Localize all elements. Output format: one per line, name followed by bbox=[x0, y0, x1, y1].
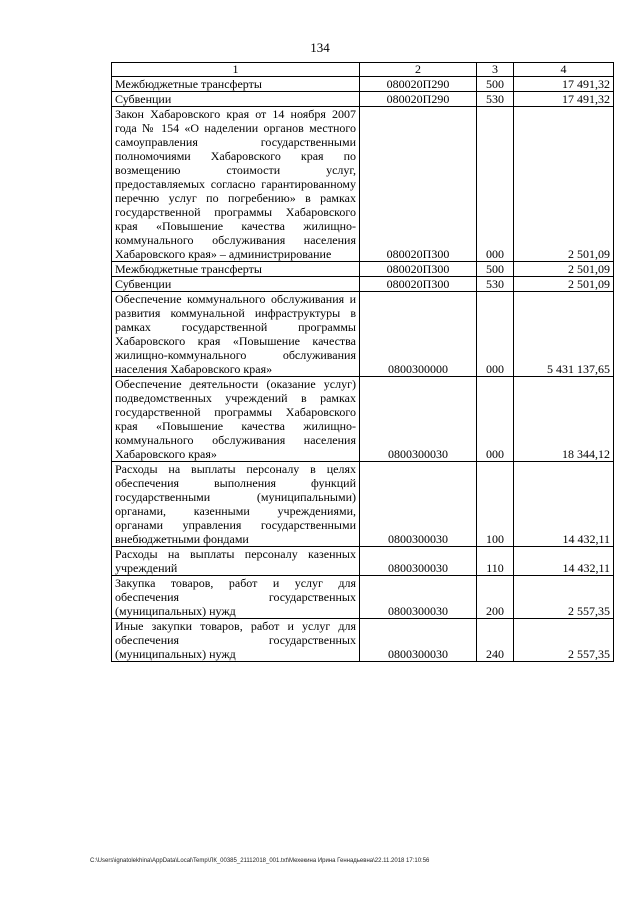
row-name: Субвенции bbox=[112, 92, 360, 107]
table-row bbox=[112, 277, 614, 292]
row-vr: 500 bbox=[477, 77, 514, 92]
table-row bbox=[112, 77, 614, 92]
row-vr: 100 bbox=[477, 462, 514, 547]
row-name: Закупка товаров, работ и услуг для обеспечения государственных (муниципальных) нужд bbox=[112, 576, 360, 619]
header-col-1: 1 bbox=[112, 63, 360, 77]
file-path-footer: C:\Users\ignatolekhina\AppData\Local\Temp\ЛК_00385_21112018_001.txt\Мехекина Ирина Геннадьевна\22.11.2018 17:10:56 bbox=[90, 858, 430, 864]
table-body bbox=[112, 77, 614, 662]
row-amount: 17 491,32 bbox=[514, 77, 614, 92]
row-amount: 2 557,35 bbox=[514, 576, 614, 619]
row-code: 0800300030 bbox=[360, 619, 477, 662]
table-row bbox=[112, 576, 614, 619]
row-code: 080020П290 bbox=[360, 77, 477, 92]
row-code: 080020П300 bbox=[360, 107, 477, 262]
row-code: 0800300000 bbox=[360, 292, 477, 377]
table-row bbox=[112, 292, 614, 377]
header-col-3: 3 bbox=[477, 63, 514, 77]
row-code: 080020П300 bbox=[360, 262, 477, 277]
table-row bbox=[112, 107, 614, 262]
row-amount: 2 501,09 bbox=[514, 107, 614, 262]
table-row bbox=[112, 619, 614, 662]
row-name: Межбюджетные трансферты bbox=[112, 262, 360, 277]
row-code: 080020П300 bbox=[360, 277, 477, 292]
row-vr: 000 bbox=[477, 292, 514, 377]
row-amount: 14 432,11 bbox=[514, 462, 614, 547]
row-vr: 500 bbox=[477, 262, 514, 277]
row-code: 0800300030 bbox=[360, 576, 477, 619]
header-col-4: 4 bbox=[514, 63, 614, 77]
row-amount: 2 557,35 bbox=[514, 619, 614, 662]
table-row bbox=[112, 462, 614, 547]
row-name: Обеспечение коммунального обслуживания и развития коммунальной инфраструктуры в рамках государственной программы Хабаровского края «Повышение качества жилищно-коммунального обслуживания населения Хабаровского края» bbox=[112, 292, 360, 377]
row-code: 0800300030 bbox=[360, 547, 477, 576]
row-amount: 18 344,12 bbox=[514, 377, 614, 462]
table-row bbox=[112, 262, 614, 277]
table-row bbox=[112, 377, 614, 462]
row-vr: 000 bbox=[477, 377, 514, 462]
row-vr: 530 bbox=[477, 277, 514, 292]
row-name: Обеспечение деятельности (оказание услуг) подведомственных учреждений в рамках государственной программы Хабаровского края «Повышение качества жилищно-коммунального обслуживания населения Хабаровского края» bbox=[112, 377, 360, 462]
page-number: 134 bbox=[310, 40, 330, 55]
row-amount: 14 432,11 bbox=[514, 547, 614, 576]
row-vr: 200 bbox=[477, 576, 514, 619]
header-row bbox=[112, 63, 614, 77]
row-name: Расходы на выплаты персоналу казенных учреждений bbox=[112, 547, 360, 576]
row-vr: 530 bbox=[477, 92, 514, 107]
row-amount: 2 501,09 bbox=[514, 277, 614, 292]
row-code: 0800300030 bbox=[360, 377, 477, 462]
row-amount: 2 501,09 bbox=[514, 262, 614, 277]
table-row bbox=[112, 547, 614, 576]
row-code: 080020П290 bbox=[360, 92, 477, 107]
row-amount: 5 431 137,65 bbox=[514, 292, 614, 377]
row-vr: 000 bbox=[477, 107, 514, 262]
table-row bbox=[112, 92, 614, 107]
row-name: Закон Хабаровского края от 14 ноября 2007 года № 154 «О наделении органов местного самоуправления государственными полномочиями Хабаровского края по возмещению стоимости услуг, предоставляемых согласно гарантированному перечню услуг по погребению» в рамках государственной программы Хабаровского края «Повышение качества жилищно-коммунального обслуживания населения Хабаровского края» – администрирование bbox=[112, 107, 360, 262]
row-name: Межбюджетные трансферты bbox=[112, 77, 360, 92]
row-name: Расходы на выплаты персоналу в целях обеспечения выполнения функций государственными (муниципальными) органами, казенными учреждениями, органами управления государственными внебюджетными фондами bbox=[112, 462, 360, 547]
budget-table bbox=[111, 62, 614, 662]
row-name: Субвенции bbox=[112, 277, 360, 292]
row-amount: 17 491,32 bbox=[514, 92, 614, 107]
row-vr: 110 bbox=[477, 547, 514, 576]
header-col-2: 2 bbox=[360, 63, 477, 77]
row-code: 0800300030 bbox=[360, 462, 477, 547]
row-name: Иные закупки товаров, работ и услуг для обеспечения государственных (муниципальных) нужд bbox=[112, 619, 360, 662]
row-vr: 240 bbox=[477, 619, 514, 662]
table-header bbox=[112, 63, 614, 77]
